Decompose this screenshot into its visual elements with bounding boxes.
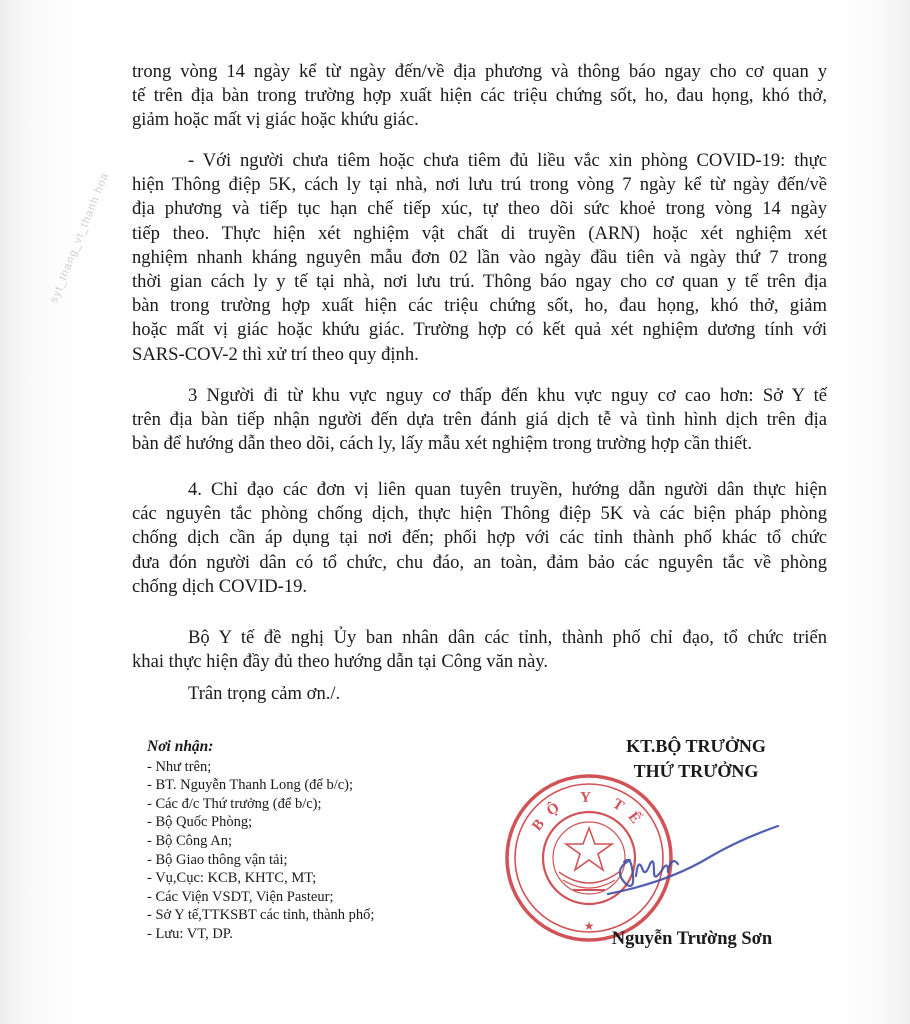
text-line: SARS-COV-2 thì xử trí theo quy định. [132, 343, 419, 365]
text-line: khai thực hiện đầy đủ theo hướng dẫn tại Công văn này. [132, 651, 549, 673]
text-line: thời gian cách ly y tế tại nhà, nơi lưu trú. Thông báo ngay cho cơ quan y tế trên địa [132, 271, 827, 293]
text-line: tiếp theo. Thực hiện xét nghiệm vật chất di truyền (ARN) hoặc xét nghiệm xét [132, 222, 827, 244]
paragraph-continuation [132, 60, 827, 133]
stamp-star: ★ [583, 919, 595, 933]
recipient-item: - Sở Y tế,TTKSBT các tỉnh, thành phố; [147, 907, 375, 924]
recipient-item: - Như trên; [147, 758, 212, 775]
text-line: hiện Thông điệp 5K, cách ly tại nhà, nơi lưu trú trong vòng 7 ngày kể từ ngày đến/về [132, 174, 827, 196]
recipients-title: Nơi nhận: [147, 738, 214, 755]
recipient-item: - BT. Nguyễn Thanh Long (để b/c); [147, 777, 354, 794]
text-line: chống dịch COVID-19. [132, 575, 308, 597]
text-line: Trân trọng cảm ơn./. [188, 683, 341, 704]
text-line: hoặc mất vị giác hoặc khứu giác. Trường hợp có kết quả xét nghiệm dương tính với [132, 319, 827, 341]
recipient-item: - Bộ Công An; [147, 832, 232, 849]
text-line: bàn để hướng dẫn theo dõi, cách ly, lấy mẫu xét nghiệm trong trường hợp cần thiết. [132, 433, 753, 455]
text-line: nghiệm nhanh kháng nguyên mẫu đơn 02 lần vào ngày đầu tiên và ngày thứ 7 trong [132, 246, 827, 268]
paragraph-item-4 [132, 478, 827, 599]
text-line: trên địa bàn tiếp nhận người đến dựa trên đánh giá dịch tễ và tình hình dịch trên địa [132, 409, 827, 431]
text-line: 3 Người đi từ khu vực nguy cơ thấp đến khu vực nguy cơ cao hơn: Sở Y tế [188, 385, 827, 406]
text-line: các nguyên tắc phòng chống dịch, thực hiện Thông điệp 5K và các biện pháp phòng [132, 503, 827, 525]
text-line: giảm hoặc mất vị giác hoặc khứu giác. [132, 109, 419, 131]
paragraph-request [132, 626, 827, 674]
stamp-text-path: BỘ Y TẾ [529, 789, 649, 834]
paragraph-item-3 [132, 384, 827, 457]
recipient-item: - Bộ Giao thông vận tải; [147, 851, 288, 868]
text-line: tế trên địa bàn trong trường hợp xuất hiện các triệu chứng sốt, ho, đau họng, khó thở, [132, 85, 827, 107]
text-line: địa phương và tiếp tục hạn chế tiếp xúc, tự theo dõi sức khoẻ trong vòng 14 ngày [132, 198, 827, 220]
text-line: Bộ Y tế đề nghị Ủy ban nhân dân các tỉnh, thành phố chỉ đạo, tổ chức triển [188, 627, 827, 648]
text-line: chống dịch cần áp dụng tại nơi đến; phối hợp với các tỉnh thành phố khác tổ chức [132, 527, 827, 549]
text-line: trong vòng 14 ngày kể từ ngày đến/về địa phương và thông báo ngay cho cơ quan y [132, 61, 827, 82]
recipient-item: - Các đ/c Thứ trưởng (để b/c); [147, 795, 322, 812]
recipients-list [147, 738, 477, 944]
handwritten-signature-icon [590, 820, 780, 900]
recipient-item: - Vụ,Cục: KCB, KHTC, MT; [147, 870, 317, 887]
text-line: - Với người chưa tiêm hoặc chưa tiêm đủ liều vắc xin phòng COVID-19: thực [188, 150, 827, 171]
recipient-item: - Bộ Quốc Phòng; [147, 814, 253, 831]
text-line: bàn trong trường hợp xuất hiện các triệu chứng sốt, ho, đau họng, khó thở, giảm [132, 295, 827, 317]
recipient-item: - Các Viện VSDT, Viện Pasteur; [147, 888, 334, 905]
signature-title-line2: THỨ TRƯỞNG [633, 761, 759, 781]
text-line: đưa đón người dân có tổ chức, chu đáo, an toàn, đảm bảo các nguyên tắc về phòng [132, 551, 827, 573]
watermark-text: syt_thang_vt_thanh hoa [48, 170, 112, 305]
recipient-item: - Lưu: VT, DP. [147, 925, 233, 942]
text-line: 4. Chỉ đạo các đơn vị liên quan tuyên truyền, hướng dẫn người dân thực hiện [188, 479, 827, 500]
paragraph-unvaccinated [132, 149, 827, 367]
signer-name: Nguyễn Trường Sơn [611, 929, 773, 949]
signature-title-line1: KT.BỘ TRƯỞNG [626, 736, 766, 756]
closing-text [132, 682, 827, 706]
